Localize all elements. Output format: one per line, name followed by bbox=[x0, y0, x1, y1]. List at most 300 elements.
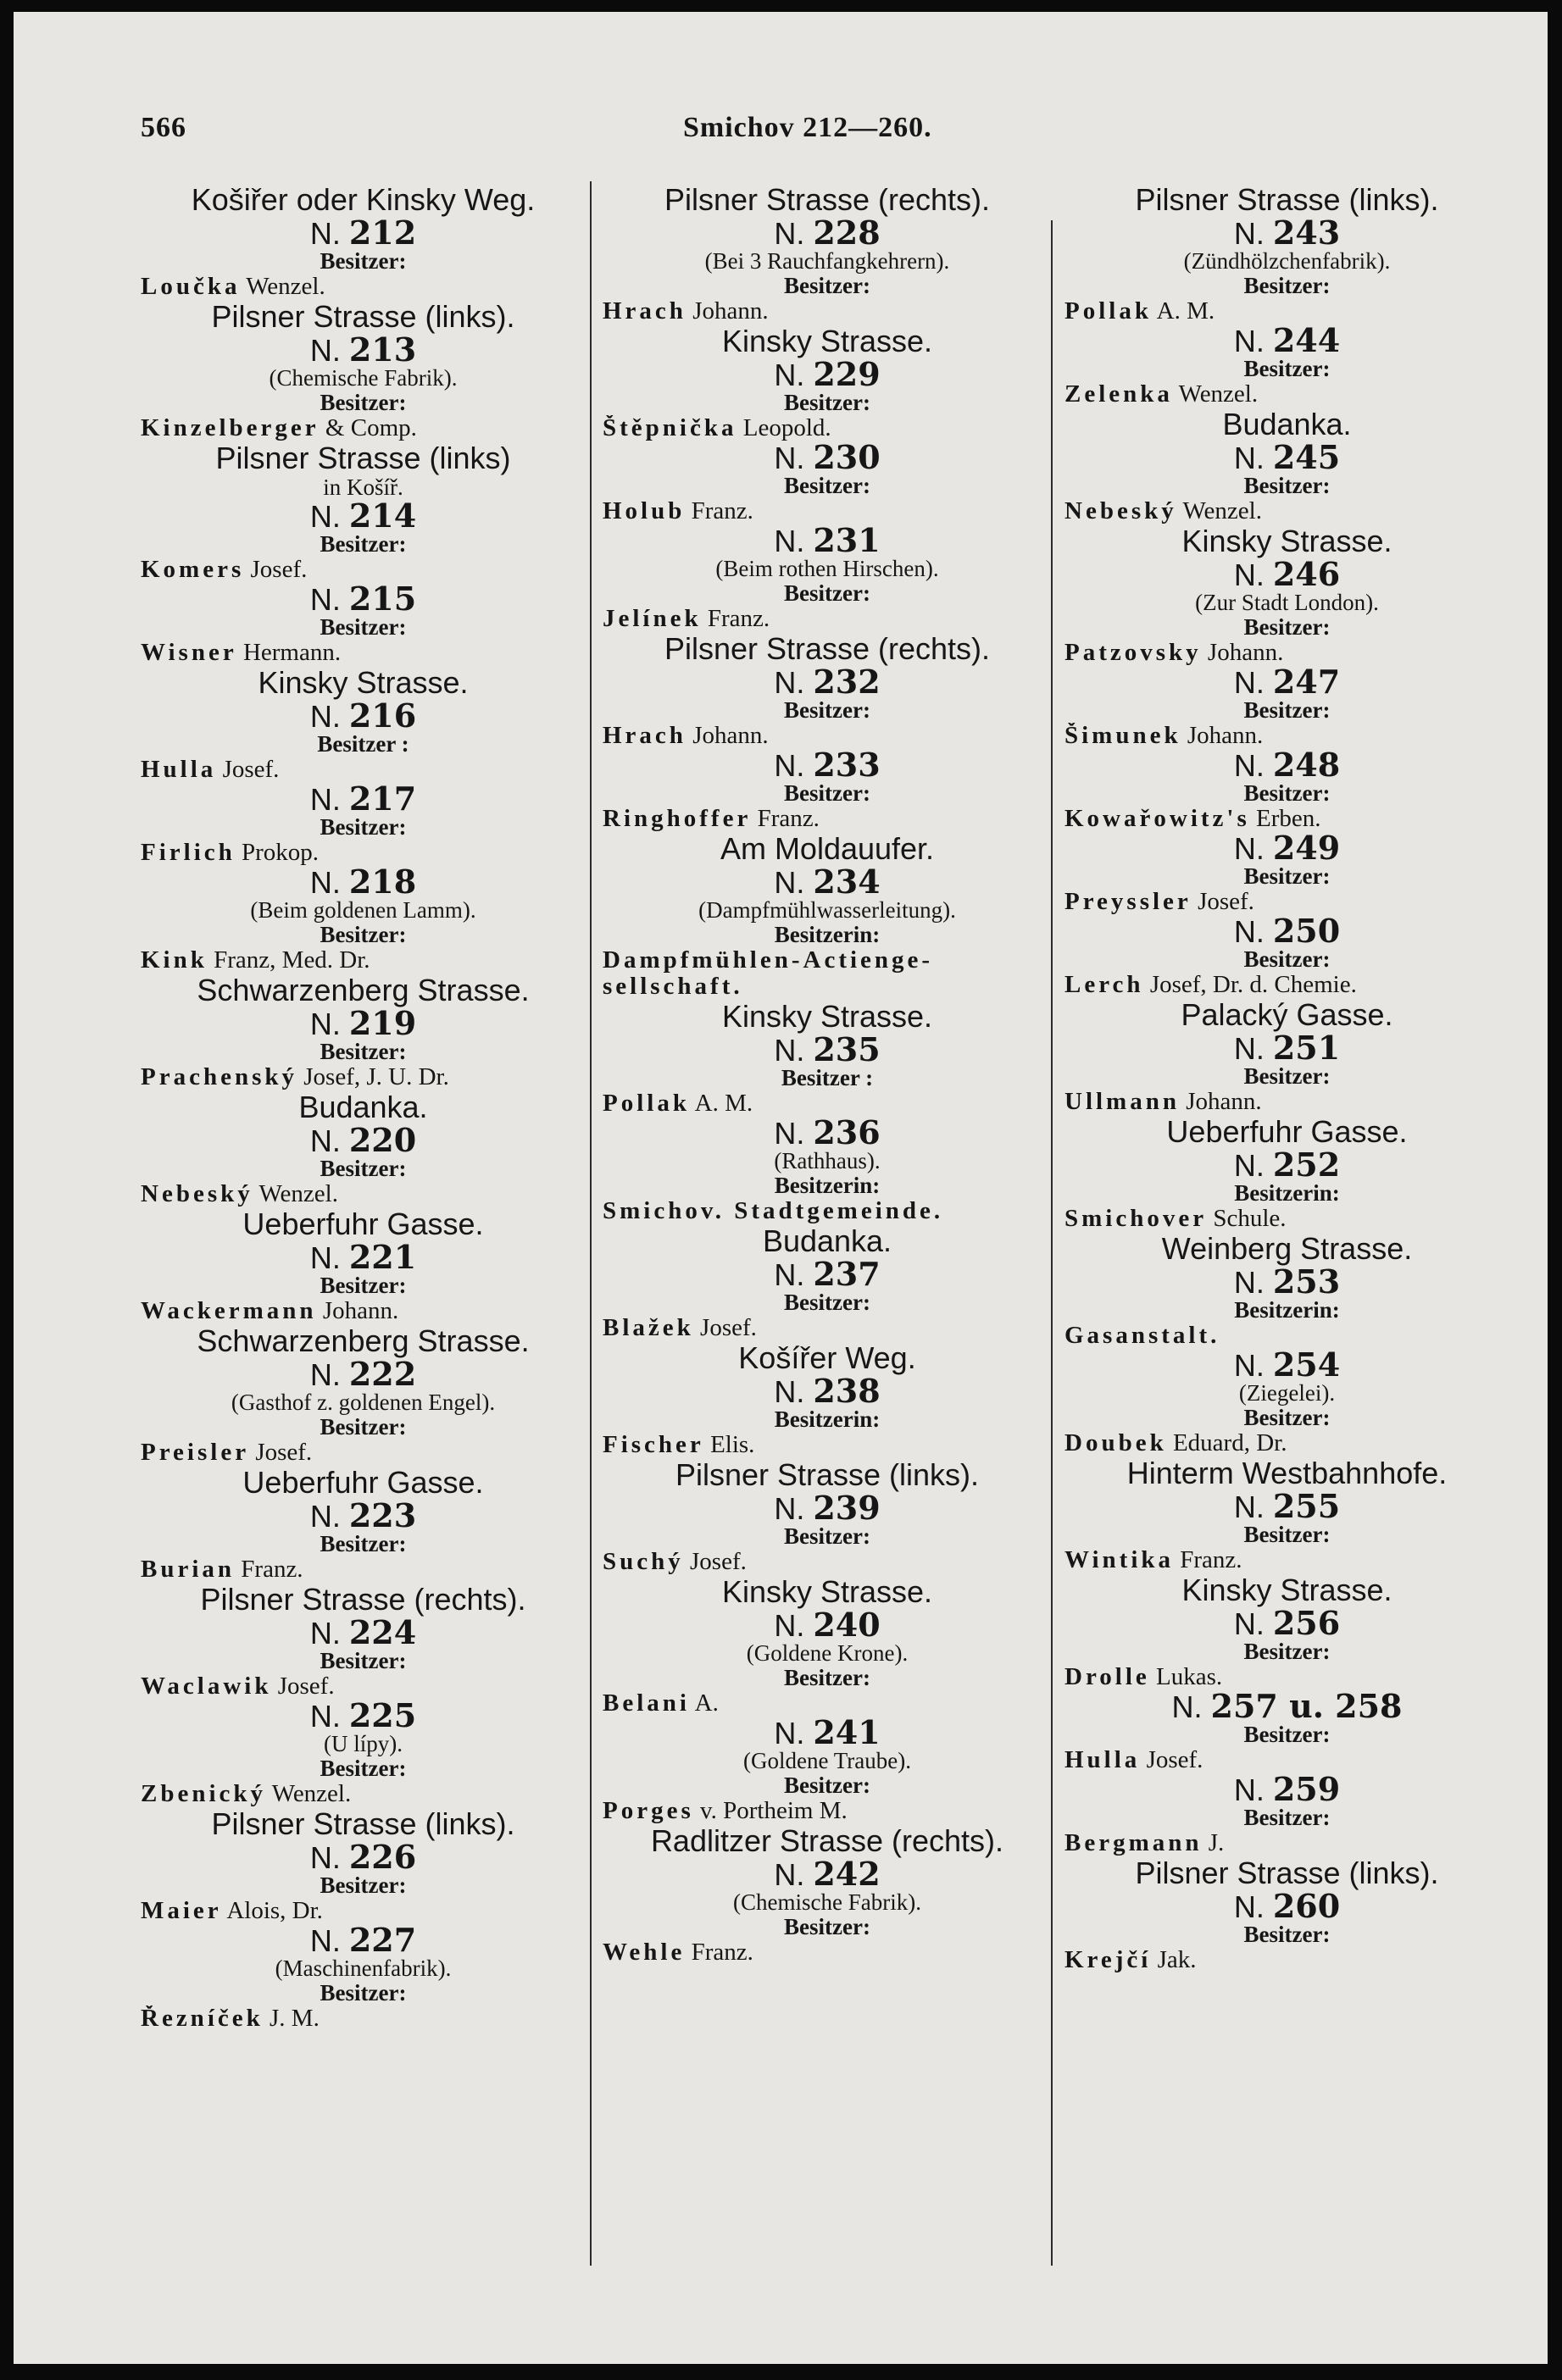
house-number bbox=[141, 1358, 586, 1390]
house-number-value: 224 bbox=[348, 1617, 417, 1649]
house-number bbox=[1064, 217, 1509, 249]
owner-label: Besitzer : bbox=[317, 732, 409, 757]
house-name-note: (U lípy). bbox=[324, 1732, 403, 1756]
owner-label: Besitzer: bbox=[320, 1273, 407, 1298]
house-number bbox=[1064, 1349, 1509, 1381]
owner-name bbox=[1064, 806, 1509, 832]
owner-surname: Smichov. Stadtgemeinde. bbox=[603, 1198, 944, 1224]
house-number-value: 238 bbox=[813, 1375, 881, 1407]
house-name-note: (Goldene Krone). bbox=[746, 1641, 909, 1666]
house-number bbox=[141, 1924, 586, 1956]
owner-surname: Firlich bbox=[141, 840, 236, 866]
house-name-note: (Beim rothen Hirschen). bbox=[715, 557, 939, 581]
owner-surname: Waclawik bbox=[141, 1673, 272, 1700]
owner-name bbox=[603, 1432, 1052, 1458]
street-heading: Weinberg Strasse. bbox=[1161, 1232, 1413, 1266]
owner-name bbox=[603, 1090, 1052, 1117]
street-heading: Radlitzer Strasse (rechts). bbox=[650, 1824, 1004, 1858]
owner-given-name: Franz, Med. Dr. bbox=[214, 947, 370, 974]
owner-label: Besitzer: bbox=[1243, 1806, 1331, 1830]
number-prefix: N. bbox=[1233, 1149, 1273, 1181]
owner-label: Besitzer: bbox=[784, 1666, 870, 1690]
street-heading: Budanka. bbox=[1222, 408, 1352, 441]
owner-name bbox=[141, 1298, 586, 1324]
owner-given-name: Franz. bbox=[707, 606, 770, 632]
owner-label: Besitzer: bbox=[320, 532, 407, 557]
house-name-note: in Košíř. bbox=[323, 475, 403, 500]
house-number bbox=[603, 666, 1052, 698]
street-heading: Ueberfuhr Gasse. bbox=[1166, 1115, 1408, 1149]
street-heading: Ueberfuhr Gasse. bbox=[242, 1466, 484, 1500]
owner-given-name: Franz. bbox=[691, 1939, 753, 1966]
owner-label: Besitzer: bbox=[784, 581, 870, 606]
owner-given-name: Josef. bbox=[222, 757, 280, 783]
owner-surname: Loučka bbox=[141, 274, 241, 300]
owner-label: Besitzer: bbox=[1243, 947, 1331, 972]
owner-given-name: Wenzel. bbox=[1182, 498, 1262, 524]
house-number bbox=[141, 1500, 586, 1532]
owner-label: Besitzerin: bbox=[1234, 1298, 1340, 1323]
house-number bbox=[603, 1375, 1052, 1407]
owner-given-name: Johann. bbox=[692, 723, 769, 749]
owner-label: Besitzer: bbox=[1243, 357, 1331, 381]
owner-name bbox=[141, 1781, 586, 1807]
house-number-value: 251 bbox=[1272, 1032, 1341, 1064]
house-number-value: 218 bbox=[348, 866, 417, 898]
number-prefix: N. bbox=[1233, 1266, 1273, 1298]
house-number-value: 233 bbox=[813, 749, 881, 781]
owner-label: Besitzer: bbox=[1243, 698, 1331, 723]
owner-given-name: A. M. bbox=[694, 1090, 753, 1117]
owner-name bbox=[1064, 1947, 1509, 1973]
owner-surname: Gasanstalt. bbox=[1064, 1323, 1220, 1349]
owner-surname: Zbenický bbox=[141, 1781, 267, 1807]
owner-given-name: Franz. bbox=[1180, 1547, 1242, 1573]
owner-given-name: Alois, Dr. bbox=[226, 1898, 323, 1924]
owner-name bbox=[141, 947, 586, 974]
owner-surname: Lerch bbox=[1064, 972, 1144, 998]
owner-name bbox=[141, 1898, 586, 1924]
owner-name bbox=[141, 557, 586, 583]
house-number bbox=[1064, 915, 1509, 947]
number-prefix: N. bbox=[309, 1007, 349, 1040]
owner-name bbox=[141, 2006, 586, 2032]
number-prefix: N. bbox=[774, 1609, 814, 1641]
house-number-value: 253 bbox=[1272, 1266, 1341, 1298]
street-heading: Pilsner Strasse (links). bbox=[211, 1807, 515, 1841]
number-prefix: N. bbox=[1233, 558, 1273, 591]
house-name-note: (Gasthof z. goldenen Engel). bbox=[231, 1390, 496, 1415]
street-heading: Hinterm Westbahnhofe. bbox=[1126, 1456, 1448, 1490]
owner-surname: Kinzelberger bbox=[141, 415, 320, 441]
owner-given-name: Prokop. bbox=[242, 840, 320, 866]
owner-given-name: Josef. bbox=[255, 1440, 313, 1466]
street-heading: Pilsner Strasse (links). bbox=[675, 1458, 980, 1492]
owner-surname: Wackermann bbox=[141, 1298, 317, 1324]
house-number-value: 260 bbox=[1272, 1890, 1341, 1922]
owner-label: Besitzer: bbox=[320, 1873, 407, 1898]
owner-given-name: Elis. bbox=[710, 1432, 755, 1458]
number-prefix: N. bbox=[309, 1500, 349, 1532]
number-prefix: N. bbox=[309, 1700, 349, 1732]
house-number-value: 229 bbox=[813, 358, 881, 391]
owner-surname: Zelenka bbox=[1064, 381, 1173, 408]
owner-name bbox=[1064, 972, 1509, 998]
house-number bbox=[1064, 1773, 1509, 1806]
street-heading: Am Moldauufer. bbox=[720, 832, 935, 866]
house-number-value: 255 bbox=[1272, 1490, 1341, 1523]
house-name-note: (Bei 3 Rauchfangkehrern). bbox=[704, 249, 950, 274]
owner-surname: Nebeský bbox=[141, 1181, 253, 1207]
owner-name bbox=[1064, 298, 1509, 325]
owner-surname: Prachenský bbox=[141, 1064, 297, 1090]
number-prefix: N. bbox=[774, 524, 814, 557]
owner-label: Besitzer: bbox=[320, 1157, 407, 1181]
owner-given-name: Johann. bbox=[692, 298, 769, 325]
house-number bbox=[141, 1841, 586, 1873]
house-number-value: 212 bbox=[348, 217, 417, 249]
owner-surname: Preisler bbox=[141, 1440, 250, 1466]
owner-name bbox=[603, 1198, 1052, 1224]
owner-name bbox=[141, 640, 586, 666]
house-number-value: 214 bbox=[348, 500, 417, 532]
street-heading: Kinsky Strasse. bbox=[721, 1575, 933, 1609]
owner-surname: Štěpnička bbox=[603, 415, 737, 441]
owner-label: Besitzer: bbox=[784, 391, 870, 415]
owner-surname: Řezníček bbox=[141, 2006, 264, 2032]
owner-surname: Blažek bbox=[603, 1315, 694, 1341]
owner-given-name: Franz. bbox=[241, 1556, 303, 1583]
house-number bbox=[603, 1034, 1052, 1066]
owner-label: Besitzer: bbox=[1243, 781, 1331, 806]
house-name-note: (Zündhölzchenfabrik). bbox=[1183, 249, 1391, 274]
owner-name bbox=[603, 806, 1052, 832]
house-number bbox=[141, 866, 586, 898]
street-heading: Pilsner Strasse (rechts). bbox=[664, 183, 991, 217]
owner-name bbox=[141, 840, 586, 866]
house-number bbox=[1064, 1032, 1509, 1064]
street-heading: Kinsky Strasse. bbox=[1181, 1573, 1392, 1607]
house-number-value: 245 bbox=[1272, 441, 1341, 474]
number-prefix: N. bbox=[1233, 1773, 1273, 1806]
number-prefix: N. bbox=[309, 783, 349, 815]
house-number-value: 227 bbox=[348, 1924, 417, 1956]
street-heading: Palacký Gasse. bbox=[1181, 998, 1393, 1032]
number-prefix: N. bbox=[774, 441, 814, 474]
house-number-value: 247 bbox=[1272, 666, 1341, 698]
owner-given-name: Franz. bbox=[691, 498, 753, 524]
street-heading: Ueberfuhr Gasse. bbox=[242, 1207, 484, 1241]
number-prefix: N. bbox=[774, 666, 814, 698]
number-prefix: N. bbox=[1233, 666, 1273, 698]
house-number bbox=[141, 1007, 586, 1040]
owner-given-name: Wenzel. bbox=[271, 1781, 352, 1807]
owner-label: Besitzer: bbox=[784, 1290, 870, 1315]
house-number-value: 232 bbox=[813, 666, 881, 698]
house-number-value: 235 bbox=[813, 1034, 881, 1066]
owner-given-name: Josef, J. U. Dr. bbox=[303, 1064, 449, 1090]
owner-surname: Fischer bbox=[603, 1432, 704, 1458]
owner-given-name: Josef. bbox=[1146, 1747, 1203, 1773]
number-prefix: N. bbox=[774, 1034, 814, 1066]
owner-surname: Nebeský bbox=[1064, 498, 1177, 524]
number-prefix: N. bbox=[309, 1924, 349, 1956]
house-number bbox=[1064, 666, 1509, 698]
owner-surname: Hulla bbox=[1064, 1747, 1141, 1773]
owner-label: Besitzer: bbox=[320, 1040, 407, 1064]
number-prefix: N. bbox=[1233, 915, 1273, 947]
house-number bbox=[1064, 558, 1509, 591]
owner-given-name: Jak. bbox=[1157, 1947, 1197, 1973]
owner-name bbox=[603, 974, 1052, 1000]
house-number-value: 252 bbox=[1272, 1149, 1341, 1181]
street-heading: Kinsky Strasse. bbox=[1181, 524, 1392, 558]
owner-surname: Pollak bbox=[1064, 298, 1152, 325]
house-number bbox=[141, 500, 586, 532]
owner-surname: Wintika bbox=[1064, 1547, 1175, 1573]
owner-label: Besitzer: bbox=[784, 781, 870, 806]
owner-label: Besitzer: bbox=[320, 1649, 407, 1673]
owner-given-name: Josef, Dr. d. Chemie. bbox=[1149, 972, 1357, 998]
owner-label: Besitzerin: bbox=[774, 1407, 881, 1432]
owner-name bbox=[603, 415, 1052, 441]
house-name-note: (Chemische Fabrik). bbox=[269, 366, 458, 391]
street-heading: Kinsky Strasse. bbox=[721, 325, 933, 358]
owner-label: Besitzer: bbox=[784, 474, 870, 498]
owner-label: Besitzer: bbox=[784, 1524, 870, 1549]
owner-name bbox=[1064, 498, 1509, 524]
house-name-note: (Chemische Fabrik). bbox=[733, 1890, 921, 1915]
owner-given-name: Johann. bbox=[322, 1298, 399, 1324]
owner-label: Besitzer: bbox=[1243, 1639, 1331, 1664]
owner-name bbox=[603, 498, 1052, 524]
owner-label: Besitzer: bbox=[320, 1532, 407, 1556]
number-prefix: N. bbox=[1233, 749, 1273, 781]
number-prefix: N. bbox=[309, 583, 349, 615]
owner-name bbox=[141, 1440, 586, 1466]
owner-surname: Burian bbox=[141, 1556, 236, 1583]
house-number bbox=[141, 700, 586, 732]
number-prefix: N. bbox=[774, 1492, 814, 1524]
book-page bbox=[14, 12, 1548, 2364]
number-prefix: N. bbox=[1233, 1890, 1273, 1922]
owner-surname: Belani bbox=[603, 1690, 690, 1717]
owner-given-name: A. M. bbox=[1156, 298, 1215, 325]
number-prefix: N. bbox=[1233, 217, 1273, 249]
owner-surname: Doubek bbox=[1064, 1430, 1167, 1456]
address-column-1 bbox=[141, 183, 586, 2032]
owner-name bbox=[1064, 889, 1509, 915]
house-number-value: 244 bbox=[1272, 325, 1341, 357]
house-number bbox=[603, 1609, 1052, 1641]
owner-surname: Bergmann bbox=[1064, 1830, 1203, 1856]
house-number bbox=[603, 524, 1052, 557]
house-name-note: (Beim goldenen Lamm). bbox=[250, 898, 476, 923]
street-heading: Budanka. bbox=[762, 1224, 892, 1258]
street-heading: Kinsky Strasse. bbox=[721, 1000, 933, 1034]
house-number-value: 239 bbox=[813, 1492, 881, 1524]
owner-given-name: Josef. bbox=[690, 1549, 747, 1575]
house-number-value: 219 bbox=[348, 1007, 417, 1040]
owner-given-name: Johann. bbox=[1186, 1089, 1262, 1115]
street-heading: Pilsner Strasse (links). bbox=[1135, 183, 1439, 217]
number-prefix: N. bbox=[309, 1841, 349, 1873]
owner-given-name: Erben. bbox=[1256, 806, 1321, 832]
house-name-note: (Ziegelei). bbox=[1238, 1381, 1336, 1406]
owner-label: Besitzer: bbox=[320, 1756, 407, 1781]
house-number bbox=[1064, 832, 1509, 864]
house-number-value: 246 bbox=[1272, 558, 1341, 591]
owner-label: Besitzer: bbox=[320, 815, 407, 840]
owner-label: Besitzer: bbox=[1243, 274, 1331, 298]
owner-given-name: Josef. bbox=[250, 557, 308, 583]
running-title: Smichov 212—260. bbox=[683, 112, 932, 143]
house-number-value: 221 bbox=[348, 1241, 417, 1273]
owner-given-name: Eduard, Dr. bbox=[1172, 1430, 1287, 1456]
number-prefix: N. bbox=[1171, 1690, 1211, 1723]
house-number-value: 217 bbox=[348, 783, 417, 815]
owner-label: Besitzer: bbox=[784, 274, 870, 298]
owner-name bbox=[603, 947, 1052, 974]
owner-name bbox=[603, 298, 1052, 325]
house-number bbox=[603, 1858, 1052, 1890]
number-prefix: N. bbox=[1233, 441, 1273, 474]
number-prefix: N. bbox=[1233, 1607, 1273, 1639]
number-prefix: N. bbox=[309, 1124, 349, 1157]
house-number-value: 241 bbox=[813, 1717, 881, 1749]
owner-name bbox=[1064, 723, 1509, 749]
house-number bbox=[141, 1617, 586, 1649]
owner-label: Besitzer: bbox=[320, 1981, 407, 2006]
number-prefix: N. bbox=[1233, 1490, 1273, 1523]
house-number-value: 228 bbox=[813, 217, 881, 249]
column-divider bbox=[590, 181, 592, 2266]
street-heading: Pilsner Strasse (links). bbox=[1135, 1856, 1439, 1890]
house-number-value: 213 bbox=[348, 334, 417, 366]
owner-surname: Kink bbox=[141, 947, 208, 974]
number-prefix: N. bbox=[309, 866, 349, 898]
owner-name bbox=[1064, 1323, 1509, 1349]
owner-label: Besitzer: bbox=[1243, 1406, 1331, 1430]
house-number-value: 243 bbox=[1272, 217, 1341, 249]
house-number-value: 215 bbox=[348, 583, 417, 615]
house-number bbox=[141, 217, 586, 249]
house-number bbox=[1064, 1490, 1509, 1523]
owner-surname: Ringhoffer bbox=[603, 806, 752, 832]
number-prefix: N. bbox=[774, 1717, 814, 1749]
house-number-value: 216 bbox=[348, 700, 417, 732]
number-prefix: N. bbox=[309, 500, 349, 532]
owner-label: Besitzer : bbox=[781, 1066, 874, 1090]
owner-name bbox=[141, 415, 586, 441]
owner-given-name: Wenzel. bbox=[258, 1181, 338, 1207]
street-heading: Košířer Weg. bbox=[738, 1341, 916, 1375]
house-number-value: 254 bbox=[1272, 1349, 1341, 1381]
owner-given-name: Josef. bbox=[1198, 889, 1254, 915]
owner-name bbox=[141, 757, 586, 783]
house-number bbox=[1064, 441, 1509, 474]
house-number-value: 230 bbox=[813, 441, 881, 474]
owner-label: Besitzerin: bbox=[1234, 1181, 1340, 1206]
owner-name bbox=[141, 1181, 586, 1207]
owner-surname: Patzovsky bbox=[1064, 640, 1202, 666]
owner-name bbox=[1064, 1089, 1509, 1115]
house-number-value: 225 bbox=[348, 1700, 417, 1732]
owner-given-name: Johann. bbox=[1187, 723, 1264, 749]
owner-given-name: Lukas. bbox=[1156, 1664, 1223, 1690]
street-heading: Schwarzenberg Strasse. bbox=[197, 1324, 530, 1358]
house-number bbox=[603, 358, 1052, 391]
owner-given-name: J. M. bbox=[270, 2006, 320, 2032]
house-number-value: 236 bbox=[813, 1117, 881, 1149]
house-number-value: 220 bbox=[348, 1124, 417, 1157]
house-number bbox=[1064, 1890, 1509, 1922]
house-number-value: 234 bbox=[813, 866, 881, 898]
house-number bbox=[603, 441, 1052, 474]
owner-surname: Drolle bbox=[1064, 1664, 1150, 1690]
house-number-value: 226 bbox=[348, 1841, 417, 1873]
house-number-value: 256 bbox=[1272, 1607, 1341, 1639]
house-number-value: 259 bbox=[1272, 1773, 1341, 1806]
house-number bbox=[603, 1117, 1052, 1149]
owner-surname: Hrach bbox=[603, 298, 687, 325]
house-number-value: 242 bbox=[813, 1858, 881, 1890]
owner-name bbox=[1064, 1206, 1509, 1232]
owner-name bbox=[603, 606, 1052, 632]
number-prefix: N. bbox=[774, 1117, 814, 1149]
owner-name bbox=[1064, 381, 1509, 408]
owner-given-name: A. bbox=[694, 1690, 719, 1717]
owner-surname: Smichover bbox=[1064, 1206, 1208, 1232]
owner-given-name: Hermann. bbox=[242, 640, 342, 666]
owner-given-name: Wenzel. bbox=[246, 274, 325, 300]
number-prefix: N. bbox=[1233, 832, 1273, 864]
street-heading: Pilsner Strasse (links). bbox=[211, 300, 515, 334]
owner-surname: Kowařowitz's bbox=[1064, 806, 1250, 832]
owner-given-name: Franz. bbox=[757, 806, 820, 832]
house-number bbox=[603, 1492, 1052, 1524]
page-number: 566 bbox=[141, 112, 186, 143]
owner-label: Besitzerin: bbox=[774, 923, 881, 947]
number-prefix: N. bbox=[309, 1358, 349, 1390]
owner-surname: Porges bbox=[603, 1798, 694, 1824]
owner-label: Besitzer: bbox=[320, 391, 407, 415]
owner-label: Besitzer: bbox=[1243, 474, 1331, 498]
owner-name bbox=[1064, 1547, 1509, 1573]
owner-label: Besitzer: bbox=[784, 1773, 870, 1798]
owner-name bbox=[141, 1673, 586, 1700]
owner-given-name: & Comp. bbox=[325, 415, 417, 441]
number-prefix: N. bbox=[774, 866, 814, 898]
owner-name bbox=[603, 1690, 1052, 1717]
owner-label: Besitzer: bbox=[1243, 864, 1331, 889]
owner-name bbox=[141, 1064, 586, 1090]
house-number bbox=[1064, 1690, 1509, 1723]
house-number bbox=[141, 334, 586, 366]
owner-label: Besitzer: bbox=[1243, 1922, 1331, 1947]
address-column-2 bbox=[603, 183, 1052, 1966]
owner-name bbox=[603, 1798, 1052, 1824]
house-number-value: 249 bbox=[1272, 832, 1341, 864]
owner-surname: Holub bbox=[603, 498, 686, 524]
owner-label: Besitzer: bbox=[1243, 1064, 1331, 1089]
owner-name bbox=[603, 1315, 1052, 1341]
owner-label: Besitzer: bbox=[320, 249, 407, 274]
number-prefix: N. bbox=[309, 1241, 349, 1273]
house-number bbox=[603, 749, 1052, 781]
house-number bbox=[603, 1717, 1052, 1749]
owner-surname: Hrach bbox=[603, 723, 687, 749]
